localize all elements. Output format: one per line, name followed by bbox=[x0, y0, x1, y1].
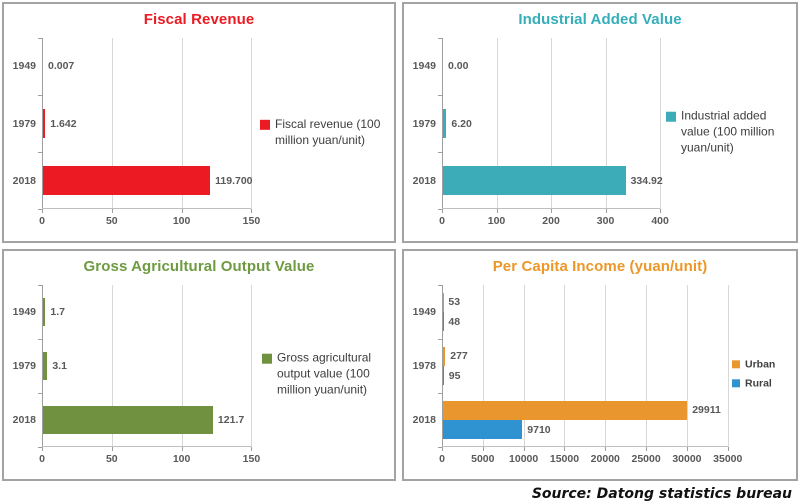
legend-entry bbox=[732, 377, 784, 391]
x-tick-label: 200 bbox=[542, 215, 560, 227]
y-axis-tick bbox=[38, 38, 42, 39]
bar bbox=[43, 109, 45, 139]
x-axis-tick bbox=[182, 209, 183, 213]
bar bbox=[443, 366, 444, 385]
x-tick-label: 0 bbox=[39, 215, 45, 227]
category-label: 1949 bbox=[412, 60, 436, 73]
x-axis-tick bbox=[660, 209, 661, 213]
chart-plot-region bbox=[12, 275, 386, 473]
x-axis-tick bbox=[251, 209, 252, 213]
legend bbox=[666, 107, 784, 156]
x-axis-tick bbox=[646, 447, 647, 451]
y-axis-tick bbox=[438, 339, 442, 340]
x-tick-label: 0 bbox=[439, 453, 445, 465]
category-label: 1978 bbox=[412, 360, 436, 372]
y-axis-tick bbox=[438, 285, 442, 286]
bar-value-label: 95 bbox=[448, 369, 461, 382]
chart-title: Fiscal Revenue bbox=[143, 11, 255, 28]
chart-plot-region bbox=[12, 28, 386, 235]
bar bbox=[443, 166, 626, 196]
y-axis-tick bbox=[38, 447, 42, 448]
x-axis-tick bbox=[182, 447, 183, 451]
x-tick-label: 300 bbox=[596, 215, 615, 227]
category-label: 1949 bbox=[412, 305, 436, 318]
chart-panel-gross-agricultural-output bbox=[2, 249, 396, 481]
y-axis-tick bbox=[438, 95, 442, 96]
x-tick-label: 100 bbox=[172, 215, 191, 227]
category-label: 1979 bbox=[412, 117, 436, 130]
bar-value-label: 0.007 bbox=[48, 60, 75, 73]
x-axis-tick bbox=[42, 447, 43, 451]
gridline bbox=[524, 285, 525, 447]
y-axis-tick bbox=[438, 38, 442, 39]
x-axis-tick bbox=[112, 209, 113, 213]
category-label: 2018 bbox=[412, 414, 436, 426]
y-axis-tick bbox=[438, 393, 442, 394]
chart-title: Gross Agricultural Output Value bbox=[83, 258, 315, 275]
legend bbox=[262, 350, 382, 399]
plot-area bbox=[12, 285, 261, 465]
legend-label: Gross agricultural output value (100 million yuan/unit) bbox=[277, 350, 372, 398]
bar bbox=[443, 347, 445, 366]
bar-value-label: 48 bbox=[448, 315, 461, 328]
bar-value-label: 53 bbox=[448, 296, 461, 309]
x-axis-tick bbox=[442, 447, 443, 451]
x-tick-label: 5000 bbox=[471, 453, 495, 465]
bar-value-label: 6.20 bbox=[451, 117, 472, 130]
chart-panel-industrial-added-value bbox=[402, 2, 798, 243]
x-tick-label: 150 bbox=[242, 215, 261, 227]
x-axis-tick bbox=[606, 209, 607, 213]
legend-swatch bbox=[666, 111, 676, 121]
x-tick-label: 400 bbox=[651, 215, 669, 227]
y-axis-tick bbox=[438, 209, 442, 210]
category-label: 2018 bbox=[412, 174, 436, 187]
legend-entry bbox=[262, 350, 382, 399]
bar-value-label: 119.700 bbox=[215, 174, 253, 187]
y-axis-tick bbox=[38, 209, 42, 210]
x-tick-label: 50 bbox=[105, 453, 118, 465]
y-axis-tick bbox=[38, 285, 42, 286]
bar bbox=[43, 298, 45, 326]
legend-swatch bbox=[262, 354, 272, 364]
legend-label: Urban bbox=[745, 358, 776, 371]
x-tick-label: 0 bbox=[39, 453, 45, 465]
x-axis-tick bbox=[551, 209, 552, 213]
legend-swatch bbox=[732, 360, 740, 368]
x-axis-tick bbox=[112, 447, 113, 451]
category-label: 2018 bbox=[12, 414, 36, 426]
x-axis-tick bbox=[564, 447, 565, 451]
x-axis-line bbox=[442, 446, 728, 447]
y-axis-tick bbox=[38, 339, 42, 340]
legend-swatch bbox=[732, 380, 740, 388]
x-tick-label: 100 bbox=[487, 215, 506, 227]
chart-plot-region bbox=[412, 275, 788, 473]
legend-entry bbox=[732, 357, 784, 371]
chart-plot-region bbox=[412, 28, 788, 235]
legend-entry bbox=[260, 115, 382, 147]
bar-value-label: 1.642 bbox=[50, 117, 77, 130]
x-tick-label: 35000 bbox=[713, 453, 743, 465]
x-axis-tick bbox=[442, 209, 443, 213]
x-axis-line bbox=[42, 208, 251, 209]
x-axis-tick bbox=[728, 447, 729, 451]
bar-value-label: 3.1 bbox=[52, 360, 67, 372]
x-axis-tick bbox=[42, 209, 43, 213]
bar bbox=[43, 406, 213, 434]
bar bbox=[443, 109, 446, 139]
bar-value-label: 0.00 bbox=[448, 60, 469, 73]
plot-area bbox=[412, 285, 743, 465]
gridline bbox=[687, 285, 688, 447]
x-tick-label: 15000 bbox=[549, 453, 580, 465]
gridline bbox=[564, 285, 565, 447]
x-axis-tick bbox=[483, 447, 484, 451]
legend-swatch bbox=[260, 119, 270, 129]
bar-value-label: 334.92 bbox=[630, 174, 663, 187]
plot-area bbox=[12, 38, 261, 227]
bar-value-label: 29911 bbox=[692, 404, 721, 417]
category-label: 1949 bbox=[12, 60, 36, 73]
legend-label: Fiscal revenue (100 million yuan/unit) bbox=[275, 116, 381, 147]
bar bbox=[43, 166, 210, 196]
x-axis-tick bbox=[251, 447, 252, 451]
legend-label: Industrial added value (100 million yuan/unit) bbox=[681, 108, 775, 155]
x-tick-label: 25000 bbox=[631, 453, 661, 465]
legend bbox=[260, 115, 382, 147]
plot-area bbox=[412, 38, 669, 227]
x-axis-tick bbox=[524, 447, 525, 451]
category-label: 2018 bbox=[12, 174, 36, 187]
legend bbox=[732, 352, 784, 395]
bar bbox=[43, 352, 47, 380]
x-axis-line bbox=[42, 446, 251, 447]
source-note: Source: Datong statistics bureau bbox=[531, 486, 792, 502]
y-axis-tick bbox=[438, 152, 442, 153]
bar-value-label: 121.7 bbox=[217, 414, 245, 426]
x-tick-label: 0 bbox=[439, 215, 445, 227]
bar bbox=[443, 420, 522, 439]
x-axis-tick bbox=[605, 447, 606, 451]
bar bbox=[443, 401, 687, 420]
y-axis-tick bbox=[38, 393, 42, 394]
x-axis-tick bbox=[687, 447, 688, 451]
y-axis-tick bbox=[438, 447, 442, 448]
chart-title: Per Capita Income (yuan/unit) bbox=[492, 258, 708, 275]
x-tick-label: 10000 bbox=[509, 453, 539, 465]
gridline bbox=[605, 285, 606, 447]
gridline bbox=[646, 285, 647, 447]
x-tick-label: 50 bbox=[105, 215, 118, 227]
y-axis-tick bbox=[38, 95, 42, 96]
gridline bbox=[728, 285, 729, 447]
y-axis-tick bbox=[38, 152, 42, 153]
x-axis-tick bbox=[497, 209, 498, 213]
category-label: 1949 bbox=[12, 305, 36, 318]
legend-entry bbox=[666, 107, 784, 156]
x-tick-label: 30000 bbox=[672, 453, 702, 465]
x-tick-label: 20000 bbox=[590, 453, 620, 465]
chart-title: Industrial Added Value bbox=[518, 11, 682, 28]
bar-value-label: 277 bbox=[450, 350, 468, 363]
chart-panel-fiscal-revenue bbox=[2, 2, 396, 243]
category-label: 1979 bbox=[12, 117, 36, 130]
chart-panel-per-capita-income bbox=[402, 249, 798, 481]
gridline bbox=[251, 285, 252, 447]
bar-value-label: 1.7 bbox=[50, 305, 65, 318]
bar-value-label: 9710 bbox=[527, 423, 551, 436]
x-axis-line bbox=[442, 208, 660, 209]
legend-label: Rural bbox=[745, 377, 772, 390]
category-label: 1979 bbox=[12, 360, 36, 372]
x-tick-label: 100 bbox=[172, 453, 191, 465]
x-tick-label: 150 bbox=[242, 453, 261, 465]
